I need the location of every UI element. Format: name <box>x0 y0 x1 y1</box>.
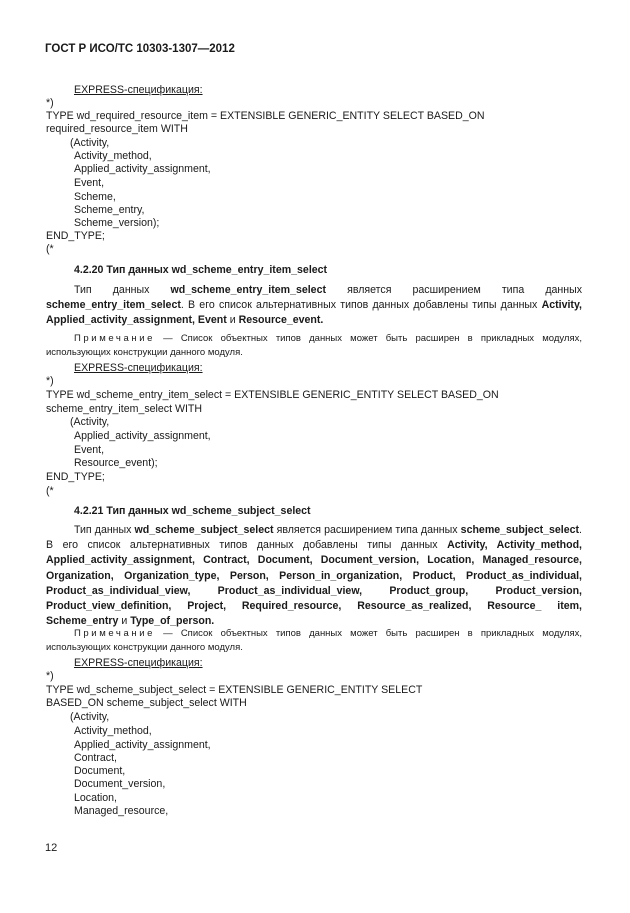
code-line: END_TYPE; <box>46 230 105 242</box>
page-number: 12 <box>45 842 58 854</box>
code-line: scheme_entry_item_select WITH <box>46 403 203 415</box>
code-line: (Activity, <box>70 416 110 428</box>
section-heading: 4.2.20 Тип данных wd_scheme_entry_item_select <box>74 264 328 276</box>
note-paragraph: Примечание — Список объектных типов данных может быть расширен в прикладных модулях, использующих конструкции данного модуля. <box>46 628 582 653</box>
section-paragraph: Тип данных wd_scheme_entry_item_select является расширением типа данных scheme_entry_item_select. В его список альтернативных типов данных добавлены типы данных Activity, Applied_activity_assignment, Event и Resource_event. <box>46 284 582 327</box>
code-line: *) <box>46 375 54 387</box>
code-line: TYPE wd_scheme_subject_select = EXTENSIBLE GENERIC_ENTITY SELECT <box>46 684 423 696</box>
express-label: EXPRESS-спецификация: <box>74 84 203 96</box>
code-line: Applied_activity_assignment, <box>74 430 211 442</box>
code-line: TYPE wd_scheme_entry_item_select = EXTENSIBLE GENERIC_ENTITY SELECT BASED_ON <box>46 389 499 401</box>
code-line: Applied_activity_assignment, <box>74 739 211 751</box>
document-header: ГОСТ Р ИСО/ТС 10303-1307—2012 <box>45 43 235 55</box>
section-paragraph: Тип данных wd_scheme_subject_select является расширением типа данных scheme_subject_select. В его список альтернативных типов данных добавлены типы данных Activity, Activity_method, Applied_activity_assignment, Contract, Document, Document_version, Location, Managed_resource, Organization, Organization_type, Person, Person_in_organization, Product, Product_as_individual, Product_as_individual_view, Product_as_individual_view, Product_group, Product_version, Product_view_definition, Project, Required_resource, Resource_as_realized, Resource_ item, Scheme_entry и Type_of_person. <box>46 524 582 628</box>
code-line: END_TYPE; <box>46 471 105 483</box>
code-line: BASED_ON scheme_subject_select WITH <box>46 697 247 709</box>
code-line: Event, <box>74 177 105 189</box>
code-line: Contract, <box>74 752 117 764</box>
code-line: TYPE wd_required_resource_item = EXTENSIBLE GENERIC_ENTITY SELECT BASED_ON <box>46 110 485 122</box>
express-label: EXPRESS-спецификация: <box>74 657 203 669</box>
code-line: (* <box>46 485 54 497</box>
code-line: Activity_method, <box>74 150 152 162</box>
code-line: *) <box>46 97 54 109</box>
code-line: Event, <box>74 444 105 456</box>
code-line: Document, <box>74 765 126 777</box>
code-line: (Activity, <box>70 137 110 149</box>
express-label: EXPRESS-спецификация: <box>74 362 203 374</box>
code-line: required_resource_item WITH <box>46 123 188 135</box>
code-line: (* <box>46 243 54 255</box>
note-paragraph: Примечание — Список объектных типов данных может быть расширен в прикладных модулях, использующих конструкции данного модуля. <box>46 333 582 358</box>
code-line: Scheme_entry, <box>74 204 145 216</box>
code-line: Applied_activity_assignment, <box>74 163 211 175</box>
code-line: Resource_event); <box>74 457 158 469</box>
code-line: *) <box>46 670 54 682</box>
section-heading: 4.2.21 Тип данных wd_scheme_subject_select <box>74 505 311 517</box>
code-line: Document_version, <box>74 778 166 790</box>
code-line: (Activity, <box>70 711 110 723</box>
code-line: Activity_method, <box>74 725 152 737</box>
code-line: Location, <box>74 792 117 804</box>
code-line: Managed_resource, <box>74 805 169 817</box>
code-line: Scheme, <box>74 191 116 203</box>
code-line: Scheme_version); <box>74 217 160 229</box>
